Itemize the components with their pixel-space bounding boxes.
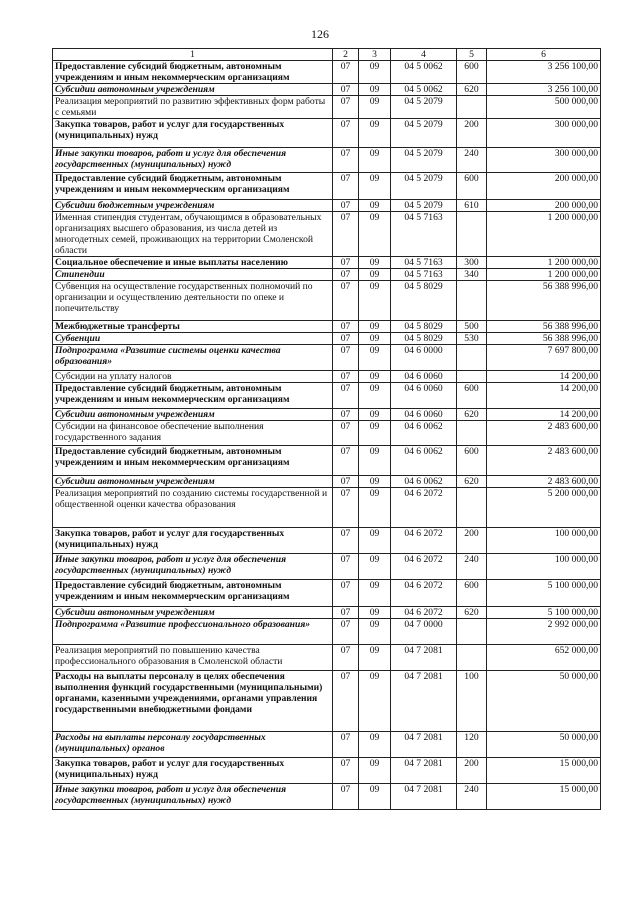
target-article-cell: 04 5 7163 [391,269,457,281]
target-article-cell: 04 5 7163 [391,212,457,257]
table-row [53,212,601,257]
page-number: 126 [311,27,329,41]
table-row [53,148,601,173]
amount-cell: 5 200 000,00 [487,488,601,528]
expense-name-cell: Расходы на выплаты персоналу государственных (муниципальных) органов [53,732,333,758]
department-code-cell: 07 [333,421,359,446]
expense-type-cell: 200 [457,528,487,554]
department-code-cell: 07 [333,119,359,148]
department-code-cell: 07 [333,645,359,671]
section-code-cell: 09 [359,200,391,212]
table-row [53,421,601,446]
expense-type-cell: 620 [457,476,487,488]
expense-name-cell: Иные закупки товаров, работ и услуг для обеспечения государственных (муниципальных) нужд [53,148,333,173]
expense-type-cell: 340 [457,269,487,281]
amount-cell: 14 200,00 [487,383,601,409]
expense-name-cell: Субсидии автономным учреждениям [53,84,333,96]
section-code-cell: 09 [359,321,391,333]
department-code-cell: 07 [333,61,359,84]
department-code-cell: 07 [333,257,359,269]
expense-name-cell: Закупка товаров, работ и услуг для государственных (муниципальных) нужд [53,528,333,554]
expense-type-cell: 600 [457,173,487,200]
target-article-cell: 04 6 2072 [391,580,457,607]
expense-name-cell: Субвенции [53,333,333,345]
department-code-cell: 07 [333,554,359,580]
section-code-cell: 09 [359,119,391,148]
section-code-cell: 09 [359,281,391,321]
expense-name-cell: Подпрограмма «Развитие системы оценки качества образования» [53,345,333,371]
amount-cell: 15 000,00 [487,784,601,810]
table-row [53,281,601,321]
expense-type-cell [457,488,487,528]
table-row [53,96,601,119]
department-code-cell: 07 [333,409,359,421]
amount-cell: 56 388 996,00 [487,281,601,321]
table-row [53,528,601,554]
table-row [53,371,601,383]
target-article-cell: 04 7 2081 [391,758,457,784]
expense-type-cell: 240 [457,554,487,580]
target-article-cell: 04 6 0062 [391,421,457,446]
expense-name-cell: Субсидии на уплату налогов [53,371,333,383]
expense-type-cell: 240 [457,784,487,810]
department-code-cell: 07 [333,528,359,554]
section-code-cell: 09 [359,383,391,409]
expense-name-cell: Именная стипендия студентам, обучающимся в образовательных организациях высшего образования, из числа детей из многодетных семей, проживающих на территории Смоленской области [53,212,333,257]
amount-cell: 2 483 600,00 [487,421,601,446]
expense-name-cell: Субсидии автономным учреждениям [53,476,333,488]
target-article-cell: 04 5 8029 [391,333,457,345]
amount-cell: 1 200 000,00 [487,212,601,257]
amount-cell: 5 100 000,00 [487,580,601,607]
table-row [53,476,601,488]
target-article-cell: 04 6 2072 [391,528,457,554]
expense-name-cell: Реализация мероприятий по созданию системы государственной и общественной оценки качества образования [53,488,333,528]
target-article-cell: 04 6 0060 [391,409,457,421]
expense-name-cell: Субсидии на финансовое обеспечение выполнения государственного задания [53,421,333,446]
expense-type-cell: 600 [457,61,487,84]
section-code-cell: 09 [359,257,391,269]
section-code-cell: 09 [359,619,391,645]
expense-name-cell: Закупка товаров, работ и услуг для государственных (муниципальных) нужд [53,119,333,148]
target-article-cell: 04 7 2081 [391,784,457,810]
table-row [53,119,601,148]
department-code-cell: 07 [333,96,359,119]
target-article-cell: 04 5 8029 [391,321,457,333]
expense-type-cell: 530 [457,333,487,345]
table-row [53,257,601,269]
expense-name-cell: Социальное обеспечение и иные выплаты населению [53,257,333,269]
target-article-cell: 04 7 2081 [391,645,457,671]
amount-cell: 50 000,00 [487,671,601,732]
target-article-cell: 04 5 2079 [391,173,457,200]
target-article-cell: 04 5 8029 [391,281,457,321]
target-article-cell: 04 7 0000 [391,619,457,645]
amount-cell: 3 256 100,00 [487,61,601,84]
table-row [53,671,601,732]
expense-name-cell: Подпрограмма «Развитие профессионального образования» [53,619,333,645]
department-code-cell: 07 [333,321,359,333]
target-article-cell: 04 7 2081 [391,732,457,758]
expense-name-cell: Предоставление субсидий бюджетным, автономным учреждениям и иным некоммерческим организациям [53,173,333,200]
department-code-cell: 07 [333,84,359,96]
department-code-cell: 07 [333,580,359,607]
table-row [53,321,601,333]
section-code-cell: 09 [359,333,391,345]
section-code-cell: 09 [359,528,391,554]
section-code-cell: 09 [359,409,391,421]
expense-type-cell: 620 [457,607,487,619]
section-code-cell: 09 [359,758,391,784]
expense-name-cell: Субвенция на осуществление государственных полномочий по организации и осуществлению деятельности по опеке и попечительству [53,281,333,321]
expense-name-cell: Межбюджетные трансферты [53,321,333,333]
section-code-cell: 09 [359,84,391,96]
table-row [53,173,601,200]
section-code-cell: 09 [359,96,391,119]
amount-cell: 1 200 000,00 [487,257,601,269]
expense-name-cell: Реализация мероприятий по развитию эффективных форм работы с семьями [53,96,333,119]
budget-table [52,48,601,810]
expense-type-cell [457,421,487,446]
expense-name-cell: Закупка товаров, работ и услуг для государственных (муниципальных) нужд [53,758,333,784]
amount-cell: 15 000,00 [487,758,601,784]
section-code-cell: 09 [359,476,391,488]
section-code-cell: 09 [359,645,391,671]
target-article-cell: 04 6 0060 [391,371,457,383]
department-code-cell: 07 [333,212,359,257]
amount-cell: 14 200,00 [487,409,601,421]
amount-cell: 100 000,00 [487,528,601,554]
column-header: 1 [53,49,333,61]
target-article-cell: 04 5 2079 [391,200,457,212]
amount-cell: 50 000,00 [487,732,601,758]
expense-type-cell [457,619,487,645]
department-code-cell: 07 [333,488,359,528]
department-code-cell: 07 [333,371,359,383]
department-code-cell: 07 [333,383,359,409]
amount-cell: 652 000,00 [487,645,601,671]
section-code-cell: 09 [359,607,391,619]
department-code-cell: 07 [333,281,359,321]
section-code-cell: 09 [359,580,391,607]
target-article-cell: 04 5 2079 [391,96,457,119]
expense-type-cell: 600 [457,580,487,607]
table-row [53,580,601,607]
expense-type-cell [457,96,487,119]
amount-cell: 1 200 000,00 [487,269,601,281]
table-row [53,446,601,476]
table-row [53,758,601,784]
section-code-cell: 09 [359,446,391,476]
amount-cell: 5 100 000,00 [487,607,601,619]
expense-name-cell: Предоставление субсидий бюджетным, автономным учреждениям и иным некоммерческим организациям [53,61,333,84]
amount-cell: 3 256 100,00 [487,84,601,96]
section-code-cell: 09 [359,269,391,281]
target-article-cell: 04 5 2079 [391,148,457,173]
table-row [53,84,601,96]
column-header: 2 [333,49,359,61]
table-row [53,488,601,528]
table-row [53,554,601,580]
expense-type-cell: 600 [457,383,487,409]
table-row [53,607,601,619]
expense-type-cell [457,212,487,257]
table-row [53,619,601,645]
table-row [53,383,601,409]
expense-name-cell: Реализация мероприятий по повышению качества профессионального образования в Смоленской области [53,645,333,671]
department-code-cell: 07 [333,345,359,371]
department-code-cell: 07 [333,732,359,758]
department-code-cell: 07 [333,758,359,784]
column-header: 4 [391,49,457,61]
expense-type-cell [457,345,487,371]
amount-cell: 14 200,00 [487,371,601,383]
expense-type-cell: 610 [457,200,487,212]
section-code-cell: 09 [359,421,391,446]
expense-name-cell: Предоставление субсидий бюджетным, автономным учреждениям и иным некоммерческим организациям [53,383,333,409]
department-code-cell: 07 [333,607,359,619]
expense-type-cell: 240 [457,148,487,173]
target-article-cell: 04 6 2072 [391,554,457,580]
table-row [53,200,601,212]
target-article-cell: 04 6 0062 [391,446,457,476]
expense-type-cell [457,371,487,383]
table-row [53,645,601,671]
amount-cell: 500 000,00 [487,96,601,119]
section-code-cell: 09 [359,732,391,758]
section-code-cell: 09 [359,554,391,580]
table-row [53,269,601,281]
expense-name-cell: Стипендии [53,269,333,281]
expense-name-cell: Расходы на выплаты персоналу в целях обеспечения выполнения функций государственными (муниципальными) органами, казенными учреждениями, органами управления государственными внебюджетными фондами [53,671,333,732]
target-article-cell: 04 6 0000 [391,345,457,371]
section-code-cell: 09 [359,212,391,257]
target-article-cell: 04 6 0062 [391,476,457,488]
expense-name-cell: Субсидии автономным учреждениям [53,409,333,421]
amount-cell: 300 000,00 [487,119,601,148]
table-row [53,409,601,421]
table-row [53,61,601,84]
expense-name-cell: Иные закупки товаров, работ и услуг для обеспечения государственных (муниципальных) нужд [53,554,333,580]
amount-cell: 2 483 600,00 [487,446,601,476]
amount-cell: 7 697 800,00 [487,345,601,371]
target-article-cell: 04 6 0060 [391,383,457,409]
column-header: 5 [457,49,487,61]
amount-cell: 200 000,00 [487,200,601,212]
expense-name-cell: Предоставление субсидий бюджетным, автономным учреждениям и иным некоммерческим организациям [53,446,333,476]
target-article-cell: 04 5 2079 [391,119,457,148]
expense-name-cell: Субсидии автономным учреждениям [53,607,333,619]
department-code-cell: 07 [333,148,359,173]
table-row [53,333,601,345]
department-code-cell: 07 [333,173,359,200]
department-code-cell: 07 [333,333,359,345]
table-row [53,345,601,371]
department-code-cell: 07 [333,446,359,476]
expense-type-cell: 200 [457,119,487,148]
expense-name-cell: Субсидии бюджетным учреждениям [53,200,333,212]
expense-type-cell [457,645,487,671]
department-code-cell: 07 [333,200,359,212]
target-article-cell: 04 5 0062 [391,84,457,96]
expense-type-cell: 620 [457,409,487,421]
expense-type-cell: 100 [457,671,487,732]
column-header: 3 [359,49,391,61]
amount-cell: 2 483 600,00 [487,476,601,488]
expense-type-cell [457,281,487,321]
department-code-cell: 07 [333,671,359,732]
department-code-cell: 07 [333,476,359,488]
expense-type-cell: 600 [457,446,487,476]
section-code-cell: 09 [359,371,391,383]
section-code-cell: 09 [359,61,391,84]
section-code-cell: 09 [359,345,391,371]
section-code-cell: 09 [359,173,391,200]
expense-name-cell: Иные закупки товаров, работ и услуг для обеспечения государственных (муниципальных) нужд [53,784,333,810]
expense-type-cell: 500 [457,321,487,333]
amount-cell: 100 000,00 [487,554,601,580]
target-article-cell: 04 6 2072 [391,488,457,528]
table-body [53,61,601,810]
expense-type-cell: 620 [457,84,487,96]
target-article-cell: 04 5 0062 [391,61,457,84]
column-header: 6 [487,49,601,61]
section-code-cell: 09 [359,784,391,810]
expense-type-cell: 300 [457,257,487,269]
section-code-cell: 09 [359,148,391,173]
amount-cell: 300 000,00 [487,148,601,173]
amount-cell: 2 992 000,00 [487,619,601,645]
target-article-cell: 04 5 7163 [391,257,457,269]
amount-cell: 56 388 996,00 [487,321,601,333]
header-row [53,49,601,61]
expense-name-cell: Предоставление субсидий бюджетным, автономным учреждениям и иным некоммерческим организациям [53,580,333,607]
section-code-cell: 09 [359,488,391,528]
target-article-cell: 04 6 2072 [391,607,457,619]
table-row [53,732,601,758]
amount-cell: 56 388 996,00 [487,333,601,345]
department-code-cell: 07 [333,619,359,645]
target-article-cell: 04 7 2081 [391,671,457,732]
table-row [53,784,601,810]
department-code-cell: 07 [333,784,359,810]
department-code-cell: 07 [333,269,359,281]
expense-type-cell: 200 [457,758,487,784]
expense-type-cell: 120 [457,732,487,758]
amount-cell: 200 000,00 [487,173,601,200]
section-code-cell: 09 [359,671,391,732]
